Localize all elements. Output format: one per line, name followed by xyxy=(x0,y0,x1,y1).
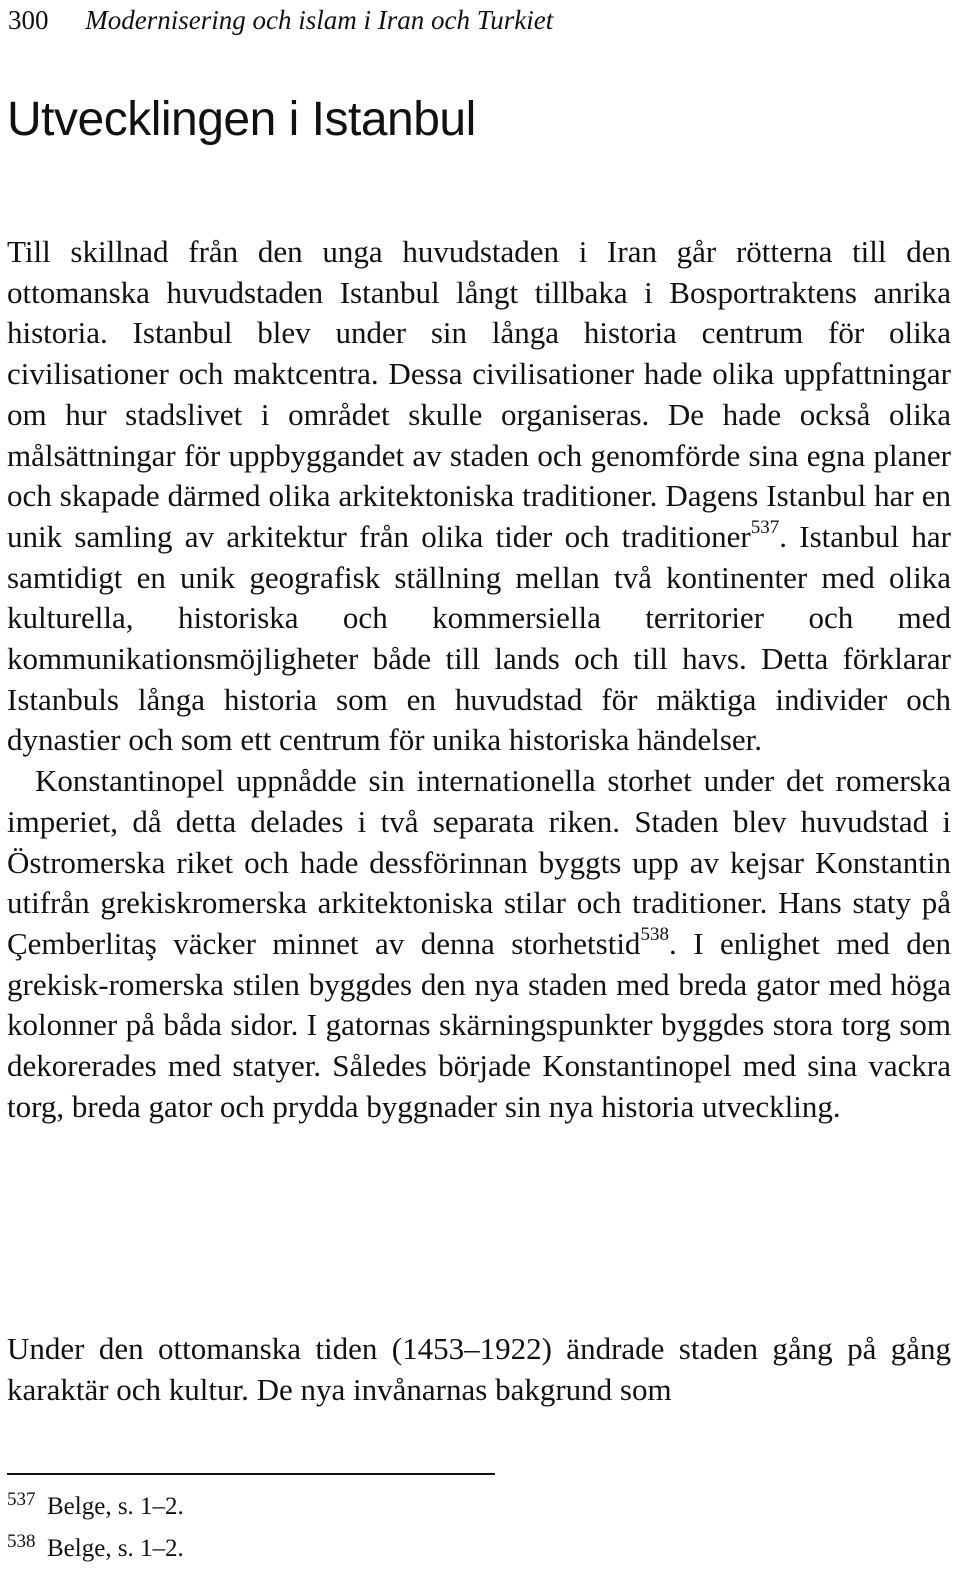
paragraph-2-text-a: Konstantinopel uppnådde sin internationella storhet under det romerska imperiet, då detta delades i två separata riken. Staden blev huvudstad i Östromerska riket och hade dessförinnan byggts upp av kejsar Konstantin utifrån grekiskromerska arkitektoniska stilar och traditioner. Hans staty på Çemberlitaş väcker minnet av denna storhetstid xyxy=(7,763,951,961)
running-header xyxy=(8,2,553,38)
footnote-ref-538: 538 xyxy=(640,923,669,945)
body-text-block-2 xyxy=(7,1329,951,1410)
page-number: 300 xyxy=(8,5,49,35)
chapter-title: Utvecklingen i Istanbul xyxy=(7,93,476,146)
footnote-text: Belge, s. 1–2. xyxy=(47,1493,184,1520)
footnote-text: Belge, s. 1–2. xyxy=(47,1535,184,1562)
paragraph-1-text-a: Till skillnad från den unga huvudstaden i Iran går rötterna till den ottomanska huvudstaden Istanbul långt tillbaka i Bosportraktens anrika historia. Istanbul blev under sin långa historia centrum för olika civilisationer och maktcentra. Dessa civilisationer hade olika uppfattningar om hur stadslivet i området skulle organiseras. De hade också olika målsättningar för uppbyggandet av staden och genomförde sina egna planer och skapade därmed olika arkitektoniska traditioner. Dagens Istanbul har en unik samling av arkitektur från olika tider och traditioner xyxy=(7,234,951,554)
footnote-number: 537 xyxy=(7,1489,36,1510)
footnote-538 xyxy=(7,1529,184,1571)
footnote-number: 538 xyxy=(7,1531,36,1552)
paragraph-2 xyxy=(7,761,951,1127)
paragraph-3: Under den ottomanska tiden (1453–1922) ändrade staden gång på gång karaktär och kultur. De nya invånarnas bakgrund som xyxy=(7,1331,951,1407)
book-title: Modernisering och islam i Iran och Turkiet xyxy=(85,5,554,35)
paragraph-1 xyxy=(7,232,951,761)
paragraph-2-text-b: . I enlighet med den grekisk-romerska stilen byggdes den nya staden med breda gator med höga kolonner på båda sidor. I gatornas skärningspunkter byggdes stora torg som dekorerades med statyer. Således började Konstantinopel med sina vackra torg, breda gator och prydda byggnader sin nya historia utveckling. xyxy=(7,925,951,1124)
footnotes xyxy=(7,1487,184,1571)
footnote-ref-537: 537 xyxy=(750,516,780,538)
footnote-separator xyxy=(7,1473,495,1475)
body-text-block-1 xyxy=(7,232,951,1127)
paragraph-1-text-b: . Istanbul har samtidigt en unik geografisk ställning mellan två kontinenter med olika kulturella, historiska och kommersiella territorier och med kommunikationsmöjligheter både till lands och till havs. Detta förklarar Istanbuls långa historia som en huvudstad för mäktiga individer och dynastier och som ett centrum för unika historiska händelser. xyxy=(7,518,951,758)
